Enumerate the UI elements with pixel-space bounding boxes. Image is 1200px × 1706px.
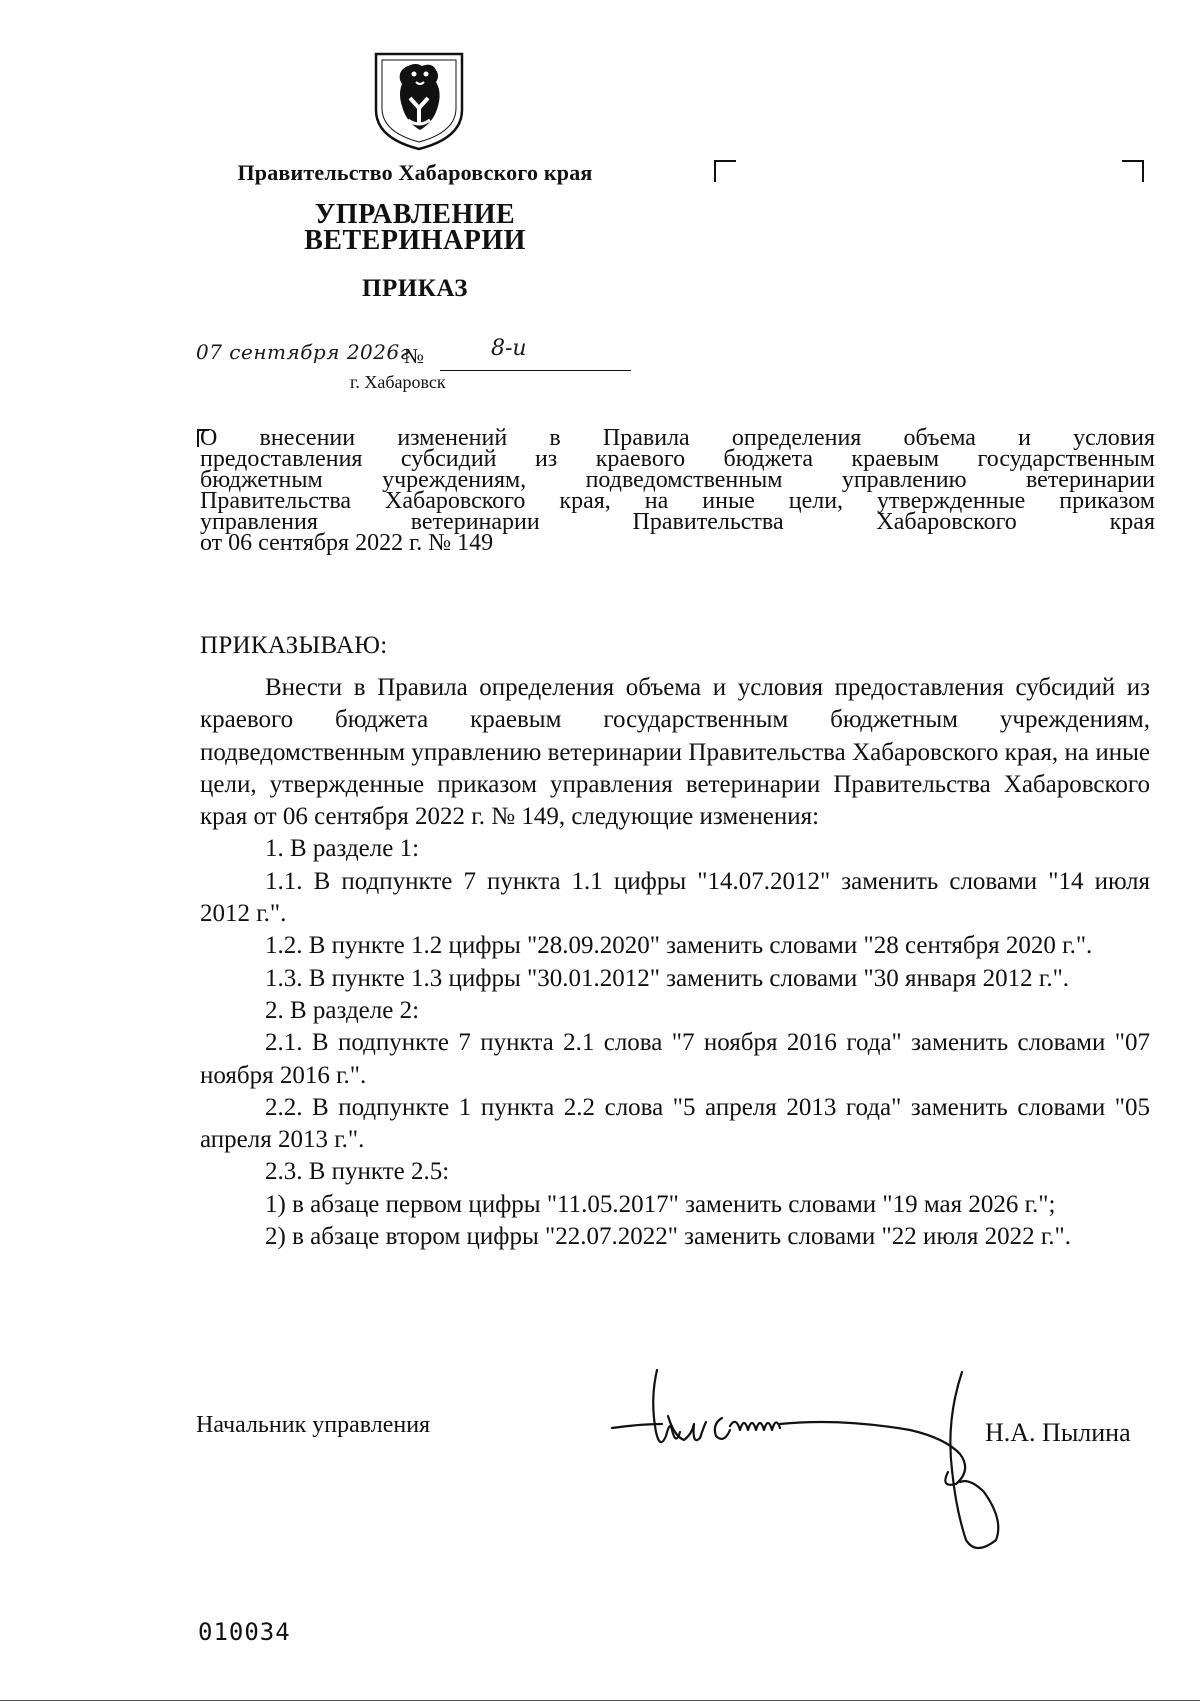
order-word: ПРИКАЗЫВАЮ: <box>200 632 388 659</box>
subject-line: управления ветеринарии Правительства Хабаровского края <box>200 509 1155 535</box>
registration-row <box>196 336 631 374</box>
body-item: 1) в абзаце первом цифры "11.05.2017" заменить словами "19 мая 2026 г."; <box>265 1190 1056 1218</box>
page-bottom-edge <box>0 1700 1200 1701</box>
department-name <box>170 199 660 256</box>
signatory-title: Начальник управления <box>196 1412 431 1438</box>
subject-line: от 06 сентября 2022 г. № 149 <box>200 530 494 556</box>
subject-line: предоставления субсидий из краевого бюджета краевым государственным <box>200 446 1155 472</box>
addressee-corner-mark-left <box>714 160 736 182</box>
addressee-corner-mark-right <box>1122 160 1144 182</box>
document-type: ПРИКАЗ <box>362 275 468 302</box>
handwritten-date: 07 сентября 2026г <box>196 340 411 364</box>
subject-line: О внесении изменений в Правила определения объема и условия <box>200 425 1155 451</box>
khabarovsk-krai-coat-of-arms-icon <box>370 50 468 152</box>
subject-line: бюджетным учреждениям, подведомственным управлению ветеринарии <box>200 467 1155 493</box>
document-serial-number: 010034 <box>198 1618 291 1646</box>
handwritten-number: 8-и <box>491 336 527 361</box>
number-sign: № <box>404 344 425 368</box>
city: г. Хабаровск <box>350 372 446 392</box>
body-intro: Внести в Правила определения объема и условия предоставления субсидий из краевого бюджета краевым государственным бюджетным учреждениям, подведомственным управлению ветеринарии Правительства Хабаровского края, на иные цели, утвержденные приказом управления ветеринарии Правительства Хабаровского края от 06 сентября 2022 г. № 149, следующие изменения: <box>200 674 1150 831</box>
body-item: 2.1. В подпункте 7 пункта 2.1 слова "7 ноября 2016 года" заменить словами "07 ноября 2016 г.". <box>200 1029 1150 1089</box>
body-item: 1.2. В пункте 1.2 цифры "28.09.2020" заменить словами "28 сентября 2020 г.". <box>265 932 1093 960</box>
document-subject <box>200 425 1155 556</box>
body-item: 2) в абзаце втором цифры "22.07.2022" заменить словами "22 июля 2022 г.". <box>265 1223 1071 1251</box>
body-item: 1.1. В подпункте 7 пункта 1.1 цифры "14.07.2012" заменить словами "14 июля 2012 г.". <box>200 867 1150 928</box>
body-item: 2. В разделе 2: <box>265 996 420 1024</box>
body-item: 1. В разделе 1: <box>265 835 420 863</box>
department-line-1: УПРАВЛЕНИЕ <box>314 199 516 230</box>
body-item: 2.2. В подпункте 1 пункта 2.2 слова "5 апреля 2013 года" заменить словами "05 апреля 2013 г.". <box>200 1093 1150 1154</box>
signatory-name: Н.А. Пылина <box>985 1418 1131 1447</box>
body-item: 2.3. В пункте 2.5: <box>265 1158 450 1186</box>
handwritten-signature <box>600 1360 1020 1560</box>
document-body <box>200 672 1150 1253</box>
number-underline <box>440 370 631 371</box>
government-name: Правительство Хабаровского края <box>237 160 593 185</box>
subject-line: Правительства Хабаровского края, на иные цели, утвержденные приказом <box>200 488 1155 514</box>
body-item: 1.3. В пункте 1.3 цифры "30.01.2012" заменить словами "30 января 2012 г.". <box>265 964 1070 992</box>
department-line-2: ВЕТЕРИНАРИИ <box>304 225 526 256</box>
